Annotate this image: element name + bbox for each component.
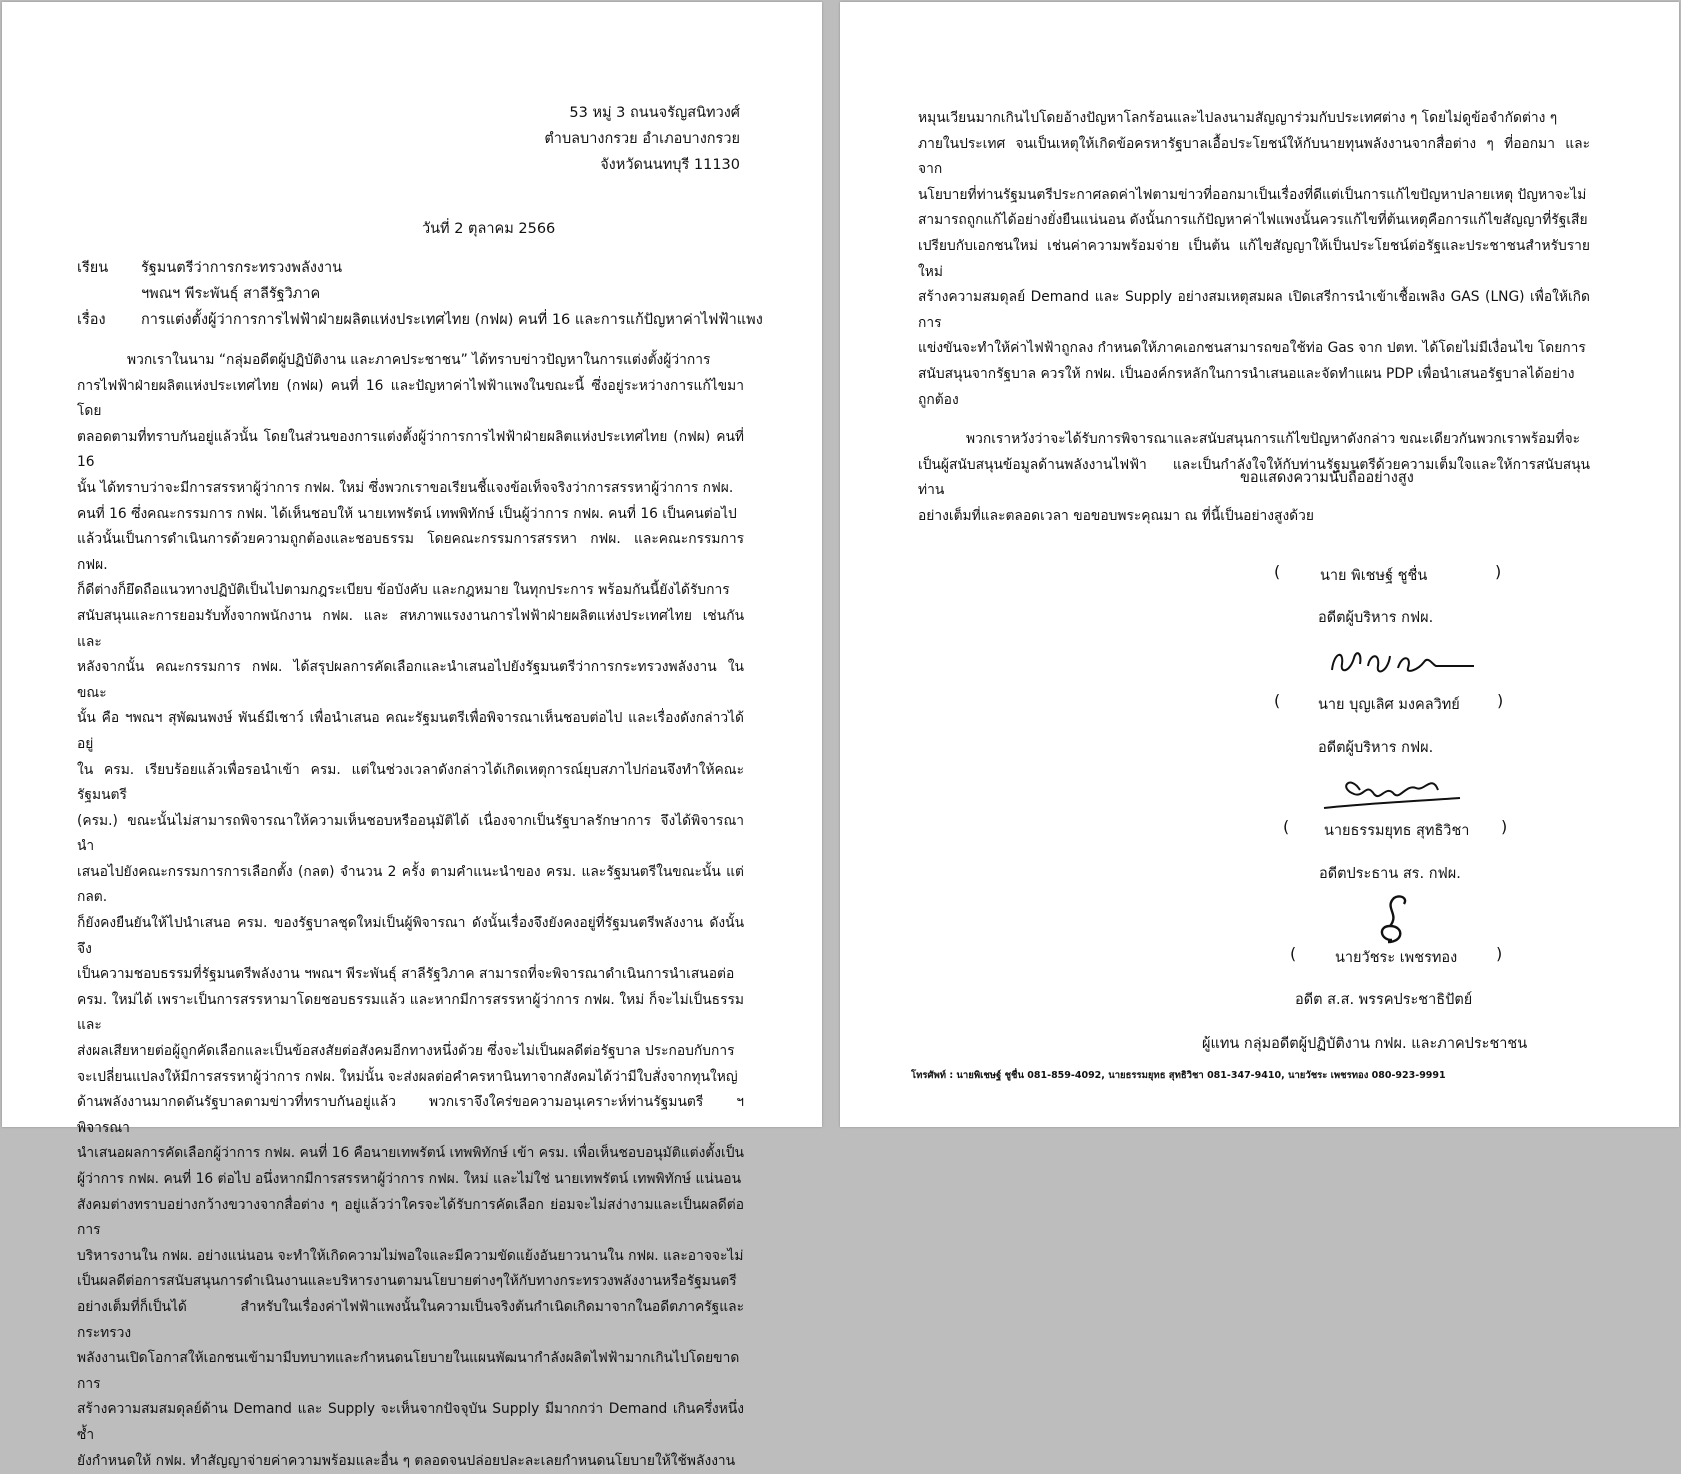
address-line-1: 53 หมู่ 3 ถนนจรัญสนิทวงศ์ xyxy=(569,105,740,121)
paren-open: ( xyxy=(1290,944,1297,963)
body-line: ส่งผลเสียหายต่อผู้ถูกคัดเลือกและเป็นข้อสงสัยต่อสังคมอีกทางหนึ่งด้วย ซึ่งจะไม่เป็นผลดีต่อรัฐบาล ประกอบกับการ xyxy=(77,1043,735,1060)
body-line: (ครม.) ขณะนั้นไม่สามารถพิจารณาให้ความเห็นชอบหรืออนุมัติได้ เนื่องจากเป็นรัฐบาลรักษาการ จึงได้พิจารณานำ xyxy=(77,812,744,855)
paren-open: ( xyxy=(1283,817,1290,836)
signer-2-name: นาย บุญเลิศ มงคลวิทย์ xyxy=(1318,697,1460,713)
paren-close: ) xyxy=(1497,691,1504,710)
body-line: อย่างเต็มที่ก็เป็นได้ สำหรับในเรื่องค่าไฟฟ้าแพงนั้นในความเป็นจริงต้นกำเนิดเกิดมาจากในอดีตภาครัฐและกระทรวง xyxy=(77,1298,744,1341)
signer-3-title: อดีตประธาน สร. กฟผ. xyxy=(1319,866,1461,882)
body-line: ภายในประเทศ จนเป็นเหตุให้เกิดข้อครหารัฐบาลเอื้อประโยชน์ให้กับนายทุนพลังงานจากสื่อต่าง ๆ ที่ออกมา และจาก xyxy=(918,135,1590,178)
body-line: ด้านพลังงานมากดดันรัฐบาลตามข่าวที่ทราบกันอยู่แล้ว พวกเราจึงใคร่ขอความอนุเคราะห์ท่านรัฐมนตรี ฯ พิจารณา xyxy=(77,1094,744,1136)
sender-address xyxy=(544,100,740,178)
signer-1-title: อดีตผู้บริหาร กฟผ. xyxy=(1318,610,1434,626)
subject-text: การแต่งตั้งผู้ว่าการการไฟฟ้าฝ่ายผลิตแห่งประเทศไทย (กฟผ) คนที่ 16 และการแก้ปัญหาค่าไฟฟ้าแพง xyxy=(141,312,763,328)
body-line: นโยบายที่ท่านรัฐมนตรีประกาศลดค่าไฟตามข่าวที่ออกมาเป็นเรื่องที่ดีแต่เป็นการแก้ไขปัญหาปลายเหตุ ปัญหาจะไม่ xyxy=(918,186,1587,203)
body-line: แข่งขันจะทำให้ค่าไฟฟ้าถูกลง กำหนดให้ภาคเอกชนสามารถขอใช้ท่อ Gas จาก ปตท. ได้โดยไม่มีเงื่อนไข โดยการ xyxy=(918,340,1586,357)
body-line: หมุนเวียนมากเกินไปโดยอ้างปัญหาโลกร้อนและไปลงนามสัญญาร่วมกับประเทศต่าง ๆ โดยไม่ดูข้อจำกัดต่าง ๆ xyxy=(918,110,1558,126)
body-line: ยังกำหนดให้ กฟผ. ทำสัญญาจ่ายค่าความพร้อมและอื่น ๆ ตลอดจนปล่อยปละละเลยกำหนดนโยบายให้ใช้พลังงาน xyxy=(77,1452,736,1469)
body-line: สนับสนุนจากรัฐบาล ควรให้ กฟผ. เป็นองค์กรหลักในการนำเสนอและจัดทำแผน PDP เพื่อนำเสนอรัฐบาลได้อย่าง xyxy=(918,365,1575,382)
contact-footer: โทรศัพท์ : นายพิเชษฐ์ ชูชื่น 081-859-4092, นายธรรมยุทธ สุทธิวิชา 081-347-9410, นายวัชระ เพชรทอง 080-923-9991 xyxy=(911,1070,1446,1081)
body-line: เป็นผลดีต่อการสนับสนุนการดำเนินงานและบริหารงานตามนโยบายต่างๆให้กับทางกระทรวงพลังงานหรือรัฐมนตรี xyxy=(77,1273,737,1290)
body-line: การไฟฟ้าฝ่ายผลิตแห่งประเทศไทย (กฟผ) คนที่ 16 และปัญหาค่าไฟฟ้าแพงในขณะนี้ ซึ่งอยู่ระหว่างการแก้ไขมาโดย xyxy=(77,377,744,420)
recipient-line-1: รัฐมนตรีว่าการกระทรวงพลังงาน xyxy=(141,260,343,276)
paren-close: ) xyxy=(1501,817,1508,836)
body-line: นั้น ได้ทราบว่าจะมีการสรรหาผู้ว่าการ กฟผ. ใหม่ ซึ่งพวกเราขอเรียนชี้แจงข้อเท็จจริงว่าการสรรหาผู้ว่าการ กฟผ. xyxy=(77,479,734,496)
paren-close: ) xyxy=(1495,562,1502,581)
body-line: สังคมต่างทราบอย่างกว้างขวางจากสื่อต่าง ๆ อยู่แล้วว่าใครจะได้รับการคัดเลือก ย่อมจะไม่สง่างามและเป็นผลดีต่อการ xyxy=(77,1196,744,1239)
recipient-block xyxy=(77,255,763,333)
body-line: บริหารงานใน กฟผ. อย่างแน่นอน จะทำให้เกิดความไม่พอใจและมีความขัดแย้งอันยาวนานใน กฟผ. และอาจจะไม่ xyxy=(77,1247,744,1264)
signer-1-name: นาย พิเชษฐ์ ชูชื่น xyxy=(1320,568,1428,584)
signer-3-name: นายธรรมยุทธ สุทธิวิชา xyxy=(1324,823,1470,839)
signature-2-image xyxy=(1328,642,1478,682)
body-line: เป็นผู้สนับสนุนข้อมูลด้านพลังงานไฟฟ้า และเป็นกำลังใจให้กับท่านรัฐมนตรีด้วยความเต็มใจและให้การสนับสนุนท่าน xyxy=(918,456,1590,499)
signer-4-name: นายวัชระ เพชรทอง xyxy=(1335,950,1458,966)
signer-4-title: อดีต ส.ส. พรรคประชาธิปัตย์ xyxy=(1295,992,1473,1008)
body-line: สามารถถูกแก้ได้อย่างยั่งยืนแน่นอน ดังนั้นการแก้ปัญหาค่าไฟแพงนั้นควรแก้ไขที่ต้นเหตุคือการแก้ไขสัญญาที่รัฐเสีย xyxy=(918,212,1588,229)
letter-page-2 xyxy=(840,2,1679,1127)
body-line: ตลอดตามที่ทราบกันอยู่แล้วนั้น โดยในส่วนของการแต่งตั้งผู้ว่าการการไฟฟ้าฝ่ายผลิตแห่งประเทศไทย (กฟผ) คนที่ 16 xyxy=(77,428,744,471)
letter-page-1 xyxy=(2,2,822,1469)
paren-open: ( xyxy=(1274,691,1281,710)
body-line: สร้างความสมดุลย์ Demand และ Supply อย่างสมเหตุสมผล เปิดเสรีการนำเข้าเชื้อเพลิง GAS (LNG) เพื่อให้เกิดการ xyxy=(918,289,1590,331)
paren-open: ( xyxy=(1274,562,1281,581)
letter-date: วันที่ 2 ตุลาคม 2566 xyxy=(422,221,556,237)
body-line: นั้น คือ ฯพณฯ สุพัฒนพงษ์ พันธ์มีเชาว์ เพื่อนำเสนอ คณะรัฐมนตรีเพื่อพิจารณาเห็นชอบต่อไป และเรื่องดังกล่าวได้อยู่ xyxy=(77,710,744,752)
body-line: พวกเราหวังว่าจะได้รับการพิจารณาและสนับสนุนการแก้ไขปัญหาดังกล่าว ขณะเดียวกันพวกเราพร้อมที่จะ xyxy=(966,431,1581,448)
body-line: หลังจากนั้น คณะกรรมการ กฟผ. ได้สรุปผลการคัดเลือกและนำเสนอไปยังรัฐมนตรีว่าการกระทรวงพลังงาน ในขณะ xyxy=(77,659,744,701)
body-line: คนที่ 16 ซึ่งคณะกรรมการ กฟผ. ได้เห็นชอบให้ นายเทพรัตน์ เทพพิทักษ์ เป็นผู้ว่าการ กฟผ. คนที่ 16 เป็นคนต่อไป xyxy=(77,505,737,522)
paren-close: ) xyxy=(1496,944,1503,963)
body-line: เสนอไปยังคณะกรรมการการเลือกตั้ง (กลต) จำนวน 2 ครั้ง ตามคำแนะนำของ ครม. และรัฐมนตรีในขณะนั้น แต่ กลต. xyxy=(77,863,744,906)
body-line: อย่างเต็มที่และตลอดเวลา ขอขอบพระคุณมา ณ ที่นี้เป็นอย่างสูงด้วย xyxy=(918,507,1314,524)
body-line: นำเสนอผลการคัดเลือกผู้ว่าการ กฟผ. คนที่ 16 คือนายเทพรัตน์ เทพพิทักษ์ เข้า ครม. เพื่อเห็นชอบอนุมัติแต่งตั้งเป็น xyxy=(77,1145,744,1162)
body-line: ผู้ว่าการ กฟผ. คนที่ 16 ต่อไป อนึ่งหากมีการสรรหาผู้ว่าการ กฟผ. ใหม่ และไม่ใช่ นายเทพรัตน์ เทพพิทักษ์ แน่นอน xyxy=(77,1171,742,1187)
subject-label: เรื่อง xyxy=(77,312,106,328)
address-line-3: จังหวัดนนทบุรี 11130 xyxy=(600,157,740,173)
body-line: ครม. ใหม่ได้ เพราะเป็นการสรรหามาโดยชอบธรรมแล้ว และหากมีการสรรหาผู้ว่าการ กฟผ. ใหม่ ก็จะไม่เป็นธรรมและ xyxy=(77,991,744,1034)
closing-salutation: ขอแสดงความนับถืออย่างสูง xyxy=(1240,470,1414,486)
body-line: พลังงานเปิดโอกาสให้เอกชนเข้ามามีบทบาทและกำหนดนโยบายในแผนพัฒนากำลังผลิตไฟฟ้ามากเกินไปโดยขาดการ xyxy=(77,1350,740,1392)
body-line: พวกเราในนาม “กลุ่มอดีตผู้ปฏิบัติงาน และภาคประชาชน” ได้ทราบข่าวปัญหาในการแต่งตั้งผู้ว่าการ xyxy=(127,352,711,368)
body-line: จะเปลี่ยนแปลงให้มีการสรรหาผู้ว่าการ กฟผ. ใหม่นั้น จะส่งผลต่อคำครหานินทาจากสังคมได้ว่ามีใบสั่งจากทุนใหญ่ xyxy=(77,1068,738,1085)
letter-body-page-1 xyxy=(77,348,744,1474)
body-line: แล้วนั้นเป็นการดำเนินการด้วยความถูกต้องและชอบธรรม โดยคณะกรรมการสรรหา กฟผ. และคณะกรรมการ กฟผ. xyxy=(77,531,744,573)
address-line-2: ตำบลบางกรวย อำเภอบางกรวย xyxy=(544,131,740,147)
body-line: ถูกต้อง xyxy=(918,391,959,408)
body-line: เปรียบกับเอกชนใหม่ เช่นค่าความพร้อมจ่าย เป็นต้น แก้ไขสัญญาให้เป็นประโยชน์ต่อรัฐและประชาชนสำหรับรายใหม่ xyxy=(918,237,1590,280)
body-line: สร้างความสมสมดุลย์ด้าน Demand และ Supply จะเห็นจากปัจจุบัน Supply มีมากกว่า Demand เกินครึ่งหนึ่ง ซ้ำ xyxy=(77,1401,744,1443)
body-line: ก็ดีต่างก็ยึดถือแนวทางปฏิบัติเป็นไปตามกฎระเบียบ ข้อบังคับ และกฎหมาย ในทุกประการ พร้อมกันนี้ยังได้รับการ xyxy=(77,582,730,599)
to-label: เรียน xyxy=(77,260,109,276)
recipient-line-2: ฯพณฯ พีระพันธุ์ สาลีรัฐวิภาค xyxy=(141,286,321,302)
body-line: สนับสนุนและการยอมรับทั้งจากพนักงาน กฟผ. และ สหภาพแรงงานการไฟฟ้าฝ่ายผลิตแห่งประเทศไทย เช่นกัน และ xyxy=(77,607,744,650)
representative-line: ผู้แทน กลุ่มอดีตผู้ปฏิบัติงาน กฟผ. และภาคประชาชน xyxy=(1202,1036,1528,1052)
signer-2-title: อดีตผู้บริหาร กฟผ. xyxy=(1318,740,1434,756)
body-line: เป็นความชอบธรรมที่รัฐมนตรีพลังงาน ฯพณฯ พีระพันธุ์ สาลีรัฐวิภาค สามารถที่จะพิจารณาดำเนินการนำเสนอต่อ xyxy=(77,966,735,983)
body-line: ก็ยังคงยืนยันให้ไปนำเสนอ ครม. ของรัฐบาลชุดใหม่เป็นผู้พิจารณา ดังนั้นเรื่องจึงยังคงอยู่ที่รัฐมนตรีพลังงาน ดังนั้นจึง xyxy=(77,915,744,957)
body-line: ใน ครม. เรียบร้อยแล้วเพื่อรอนำเข้า ครม. แต่ในช่วงเวลาดังกล่าวได้เกิดเหตุการณ์ยุบสภาไปก่อนจึงทำให้คณะรัฐมนตรี xyxy=(77,761,744,804)
signature-4-image xyxy=(1360,890,1430,946)
signature-3-image xyxy=(1320,764,1470,814)
